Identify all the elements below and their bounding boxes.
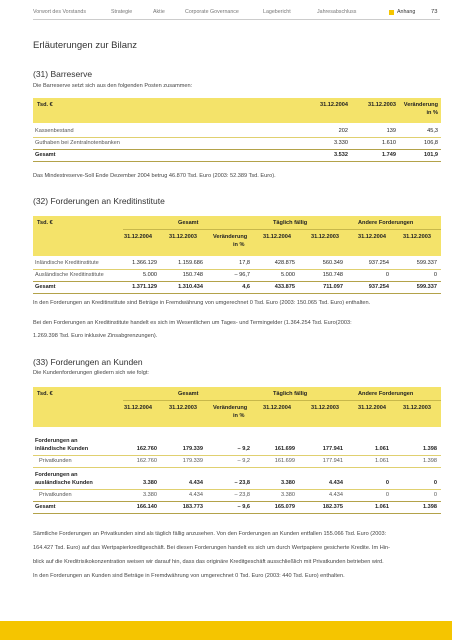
table-cell: 599.337 xyxy=(416,260,437,266)
nav-item-anhang[interactable] xyxy=(389,9,415,15)
table-cell: 937.254 xyxy=(368,260,389,266)
table-cell: – 23,8 xyxy=(234,492,250,498)
nav-item-corporate-governance[interactable]: Corporate Governance xyxy=(185,9,239,15)
header-group: Andere Forderungen xyxy=(358,391,414,397)
row-divider xyxy=(33,293,441,294)
table-cell: – 96,7 xyxy=(234,272,250,278)
section-33-para-2: 164.427 Tsd. Euro) auf das Wertpapierkreditgeschäft. Bei diesen Forderungen handelt es sich um durch Wertpapiere gesicherte Kredite. Im Hin- xyxy=(33,545,390,551)
nav-item-vorwort[interactable]: Vorwort des Vorstands xyxy=(33,9,86,15)
section-32-note-2b: 1.269.398 Tsd. Euro inklusive Zinsabgrenzungen). xyxy=(33,333,158,339)
header-col: 31.12.2003 xyxy=(368,102,396,108)
table-cell: 1.398 xyxy=(423,458,437,464)
header-col-unit: in % xyxy=(233,413,245,419)
group-cell: 162.760 xyxy=(136,446,157,452)
top-navigation xyxy=(0,0,452,22)
kunden-table xyxy=(33,387,441,517)
group-cell: 1.398 xyxy=(423,446,437,452)
total-cell: 101,9 xyxy=(424,152,438,158)
header-divider xyxy=(123,229,441,230)
group-cell: 1.061 xyxy=(375,446,389,452)
total-cell: 166.140 xyxy=(136,504,157,510)
table-header xyxy=(33,98,441,123)
row-divider xyxy=(33,161,441,162)
header-col: 31.12.2003 xyxy=(169,405,197,411)
table-row-label: Inländische Kreditinstitute xyxy=(35,260,99,266)
table-cell: 106,8 xyxy=(424,140,438,146)
nav-item-jahresabschluss[interactable]: Jahresabschluss xyxy=(317,9,357,15)
table-cell: 1.061 xyxy=(375,458,389,464)
row-divider xyxy=(33,137,441,138)
sub-row-label: Privatkunden xyxy=(39,458,72,464)
section-32-heading: (32) Forderungen an Kreditinstitute xyxy=(33,196,165,206)
header-unit: Tsd. € xyxy=(37,102,53,108)
group-cell: – 9,2 xyxy=(237,446,250,452)
header-col-unit: in % xyxy=(426,110,438,116)
table-cell: 179.339 xyxy=(182,458,203,464)
total-cell: 1.749 xyxy=(382,152,396,158)
table-row-label: Ausländische Kreditinstitute xyxy=(35,272,104,278)
total-cell: 1.371.129 xyxy=(132,284,157,290)
table-cell: 150.748 xyxy=(322,272,343,278)
total-cell: 3.532 xyxy=(334,152,348,158)
row-divider xyxy=(33,149,441,150)
group-label: ausländische Kunden xyxy=(35,480,93,486)
total-label: Gesamt xyxy=(35,152,56,158)
header-col: 31.12.2004 xyxy=(320,102,348,108)
nav-item-lagebericht[interactable]: Lagebericht xyxy=(263,9,291,15)
table-cell: 177.941 xyxy=(322,458,343,464)
table-cell: 1.366.129 xyxy=(132,260,157,266)
header-divider xyxy=(123,400,441,401)
total-cell: 1.398 xyxy=(423,504,437,510)
header-col: 31.12.2004 xyxy=(263,234,291,240)
header-col: Veränderung xyxy=(213,405,248,411)
header-col-unit: in % xyxy=(233,242,245,248)
group-cell: 4.434 xyxy=(329,480,343,486)
group-cell: 161.699 xyxy=(274,446,295,452)
header-unit: Tsd. € xyxy=(37,220,53,226)
header-col: Veränderung xyxy=(403,102,438,108)
group-cell: 4.434 xyxy=(189,480,203,486)
section-32-note-2a: Bei den Forderungen an Kreditinstitute handelt es sich im Wesentlichen um Tages- und Termingelder (1.364.254 Tsd. Euro(2003: xyxy=(33,320,352,326)
header-col: 31.12.2003 xyxy=(403,405,431,411)
total-cell: 1.061 xyxy=(375,504,389,510)
table-cell: 5.000 xyxy=(143,272,157,278)
header-col: 31.12.2004 xyxy=(124,234,152,240)
header-col: 31.12.2004 xyxy=(358,234,386,240)
section-33-heading: (33) Forderungen an Kunden xyxy=(33,357,143,367)
section-33-para-3: blick auf die Kreditrisikokonzentration weisen wir darauf hin, dass das originäre Kreditgeschäft ausschließlich mit Privatkunden betrieben wird. xyxy=(33,559,384,565)
group-label: Forderungen an xyxy=(35,438,78,444)
section-33-para-4: In den Forderungen an Kunden sind Beträge in Fremdwährung von umgerechnet 0 Tsd. Euro (2003: 440 Tsd. Euro) enthalten. xyxy=(33,573,345,579)
header-group: Andere Forderungen xyxy=(358,220,414,226)
nav-item-strategie[interactable]: Strategie xyxy=(111,9,133,15)
sub-row-label: Privatkunden xyxy=(39,492,72,498)
header-group: Täglich fällig xyxy=(273,220,308,226)
table-cell: 0 xyxy=(433,492,437,498)
header-group: Gesamt xyxy=(178,220,199,226)
group-cell: 0 xyxy=(433,480,437,486)
kreditinstitute-table xyxy=(33,216,441,336)
group-cell: – 23,8 xyxy=(234,480,250,486)
section-31-note: Das Mindestreserve-Soll Ende Dezember 2004 betrug 46.870 Tsd. Euro (2003: 52.389 Tsd. Euro). xyxy=(33,173,276,179)
group-label: Forderungen an xyxy=(35,472,78,478)
group-cell: 0 xyxy=(385,480,389,486)
section-31-heading: (31) Barreserve xyxy=(33,69,93,79)
row-divider xyxy=(33,269,441,270)
active-marker-icon xyxy=(389,10,394,15)
header-group: Täglich fällig xyxy=(273,391,308,397)
table-cell: 17,8 xyxy=(239,260,250,266)
total-cell: 937.254 xyxy=(368,284,389,290)
section-33-para-1: Sämtliche Forderungen an Privatkunden sind als täglich fällig anzusehen. Von den Forderungen an Kunden entfallen 155.066 Tsd. Euro (2003: xyxy=(33,531,387,537)
header-col: 31.12.2004 xyxy=(358,405,386,411)
table-cell: 3.380 xyxy=(281,492,295,498)
row-divider xyxy=(33,281,441,282)
header-unit: Tsd. € xyxy=(37,391,53,397)
row-divider xyxy=(33,489,441,490)
table-cell: 0 xyxy=(385,492,389,498)
section-32-note-1: In den Forderungen an Kreditinstitute sind Beträge in Fremdwährung von umgerechnet 0 Tsd. Euro (2003: 150.065 Tsd. Euro) enthalten. xyxy=(33,300,371,306)
header-col: 31.12.2003 xyxy=(169,234,197,240)
total-cell: 711.097 xyxy=(323,284,343,290)
row-divider xyxy=(33,513,441,514)
total-cell: – 9,6 xyxy=(237,504,250,510)
table-cell: 5.000 xyxy=(281,272,295,278)
group-cell: 3.380 xyxy=(143,480,157,486)
section-33-intro: Die Kundenforderungen gliedern sich wie folgt: xyxy=(33,370,149,376)
header-group: Gesamt xyxy=(178,391,199,397)
table-cell: 4.434 xyxy=(189,492,203,498)
header-col: 31.12.2004 xyxy=(263,405,291,411)
row-divider xyxy=(33,501,441,502)
table-cell: 0 xyxy=(433,272,437,278)
total-cell: 1.310.434 xyxy=(178,284,203,290)
table-cell: 428.875 xyxy=(274,260,295,266)
group-cell: 177.941 xyxy=(322,446,343,452)
table-cell: 3.380 xyxy=(143,492,157,498)
header-col: 31.12.2003 xyxy=(311,405,339,411)
table-cell: 560.349 xyxy=(322,260,343,266)
page-title: Erläuterungen zur Bilanz xyxy=(33,40,138,51)
total-cell: 4,6 xyxy=(242,284,250,290)
total-label: Gesamt xyxy=(35,284,56,290)
table-row-label: Guthaben bei Zentralnotenbanken xyxy=(35,140,120,146)
table-cell: 161.699 xyxy=(274,458,295,464)
barreserve-table xyxy=(33,98,441,198)
total-cell: 182.375 xyxy=(322,504,343,510)
table-cell: 4.434 xyxy=(329,492,343,498)
total-cell: 433.875 xyxy=(274,284,295,290)
group-cell: 3.380 xyxy=(281,480,295,486)
table-cell: 3.330 xyxy=(334,140,348,146)
table-header xyxy=(33,216,441,256)
table-cell: – 9,2 xyxy=(237,458,250,464)
total-cell: 183.773 xyxy=(182,504,203,510)
nav-item-anhang-label: Anhang xyxy=(397,9,416,15)
nav-divider xyxy=(33,19,440,20)
row-divider xyxy=(33,455,441,456)
table-cell: 1.610 xyxy=(382,140,396,146)
header-col: Veränderung xyxy=(213,234,248,240)
total-label: Gesamt xyxy=(35,504,56,510)
table-header xyxy=(33,387,441,427)
section-31-intro: Die Barreserve setzt sich aus den folgenden Posten zusammen: xyxy=(33,83,193,89)
table-cell: 139 xyxy=(386,128,396,134)
table-row-label: Kassenbestand xyxy=(35,128,74,134)
nav-item-aktie[interactable]: Aktie xyxy=(153,9,165,15)
table-cell: 150.748 xyxy=(182,272,203,278)
table-cell: 1.159.686 xyxy=(178,260,203,266)
table-cell: 202 xyxy=(338,128,348,134)
header-col: 31.12.2003 xyxy=(311,234,339,240)
group-cell: 179.339 xyxy=(182,446,203,452)
nav-items xyxy=(33,9,377,15)
total-cell: 165.079 xyxy=(274,504,295,510)
table-cell: 45,3 xyxy=(427,128,438,134)
total-cell: 599.337 xyxy=(416,284,437,290)
table-cell: 162.760 xyxy=(136,458,157,464)
footer-bar xyxy=(0,621,452,640)
header-col: 31.12.2004 xyxy=(124,405,152,411)
header-col: 31.12.2003 xyxy=(403,234,431,240)
table-cell: 0 xyxy=(385,272,389,278)
row-divider xyxy=(33,467,441,468)
page-number: 73 xyxy=(431,9,438,15)
group-label: inländische Kunden xyxy=(35,446,89,452)
